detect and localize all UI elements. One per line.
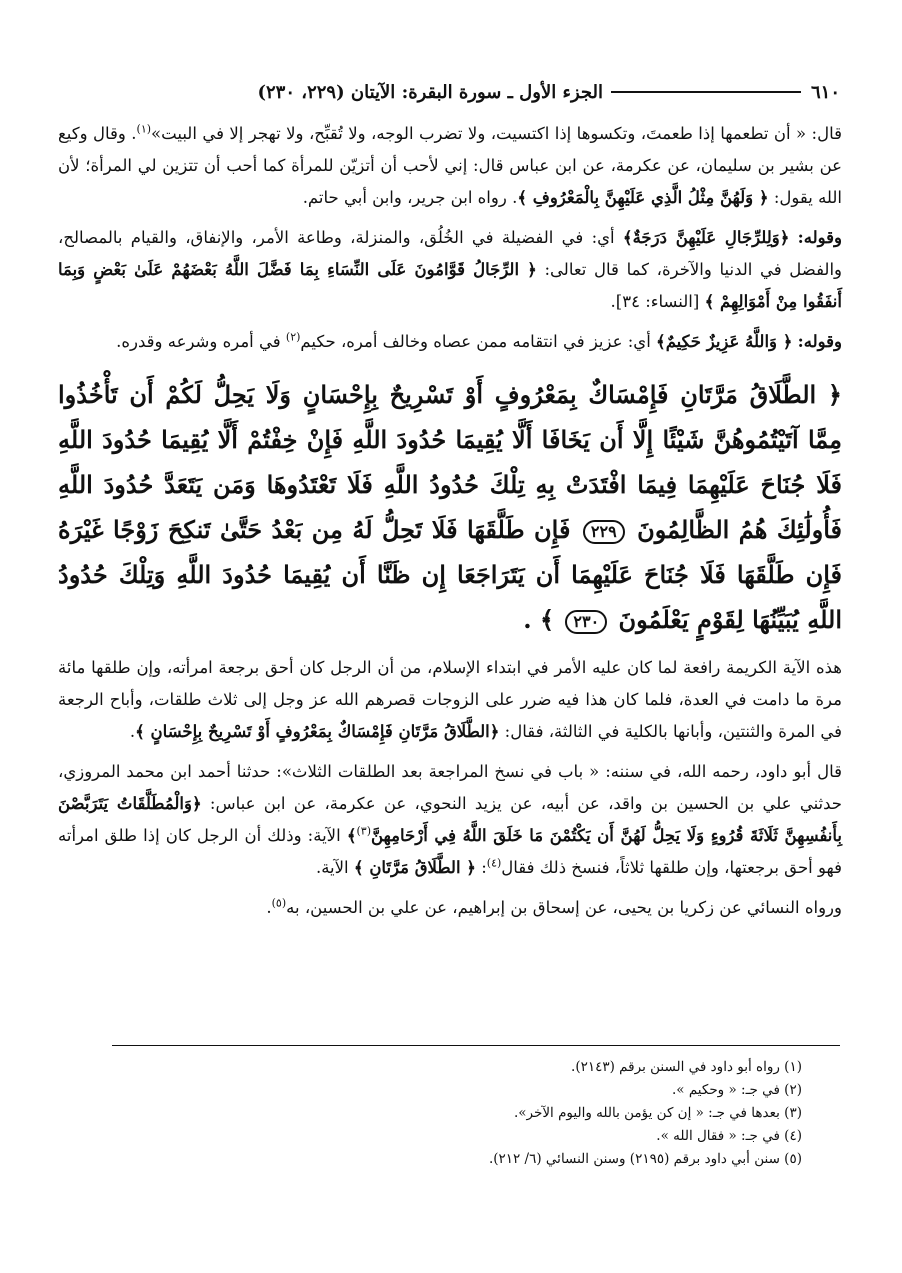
paragraph-2: وقوله: ﴿وَلِلرِّجَالِ عَلَيْهِنَّ دَرَجَةٌ﴾ أي: في الفضيلة في الخُلُق، والمنزلة، وطاعة الأمر، والإنفاق، والقيام بالمصالح، والفضل في الدنيا والآخرة، كما قال تعالى: ﴿ الرِّجَالُ قَوَّامُونَ عَلَى النِّسَاءِ بِمَا فَضَّلَ اللَّهُ بَعْضَهُمْ عَلَىٰ بَعْضٍ وَبِمَا أَنفَقُوا مِنْ أَمْوَالِهِمْ ﴾ [النساء: ٣٤]. [58,228,843,311]
verse-number: ٢٢٩ [583,520,625,544]
quran-verse-block: ﴿ الطَّلَاقُ مَرَّتَانِ فَإِمْسَاكٌ بِمَعْرُوفٍ أَوْ تَسْرِيحٌ بِإِحْسَانٍ وَلَا يَحِلُّ لَكُمْ أَن تَأْخُذُوا مِمَّا آتَيْتُمُوهُنَّ شَيْئًا إِلَّا أَن يَخَافَا أَلَّا يُقِيمَا حُدُودَ اللَّهِ فَإِنْ خِفْتُمْ أَلَّا يُقِيمَا حُدُودَ اللَّهِ فَلَا جُنَاحَ عَلَيْهِمَا فِيمَا افْتَدَتْ بِهِ تِلْكَ حُدُودُ اللَّهِ فَلَا تَعْتَدُوهَا وَمَن يَتَعَدَّ حُدُودَ اللَّهِ فَأُولَٰئِكَ هُمُ الظَّالِمُونَ ٢٢٩ فَإِن طَلَّقَهَا فَلَا تَحِلُّ لَهُ مِن بَعْدُ حَتَّىٰ تَنكِحَ زَوْجًا غَيْرَهُ فَإِن طَلَّقَهَا فَلَا جُنَاحَ عَلَيْهِمَا أَن يَتَرَاجَعَا إِن ظَنَّا أَن يُقِيمَا حُدُودَ اللَّهِ وَتِلْكَ حُدُودُ اللَّهِ يُبَيِّنُهَا لِقَوْمٍ يَعْلَمُونَ ٢٣٠ ﴾ . [58,380,843,634]
quran-quote: ﴿وَالْمُطَلَّقَاتُ يَتَرَبَّصْنَ بِأَنفُسِهِنَّ ثَلَاثَةَ قُرُوءٍ وَلَا يَحِلُّ لَهُنَّ أَن يَكْتُمْنَ مَا خَلَقَ اللَّهُ فِي أَرْحَامِهِنَّ [58,794,842,845]
page-header [62,72,840,112]
paragraph-5: قال أبو داود، رحمه الله، في سننه: « باب في نسخ المراجعة بعد الطلقات الثلاث»: حدثنا أحمد ابن محمد المروزي، حدثني علي بن الحسين بن واقد، عن أبيه، عن يزيد النحوي، عن عكرمة، عن ابن عباس: ﴿وَالْمُطَلَّقَاتُ يَتَرَبَّصْنَ بِأَنفُسِهِنَّ ثَلَاثَةَ قُرُوءٍ وَلَا يَحِلُّ لَهُنَّ أَن يَكْتُمْنَ مَا خَلَقَ اللَّهُ فِي أَرْحَامِهِنَّ$^{(٣)}$﴾ الآية: وذلك أن الرجل كان إذا طلق امرأته فهو أحق برجعتها، وإن طلقها ثلاثاً، فنسخ ذلك فقال$^{(٤)}$: ﴿ الطَّلَاقُ مَرَّتَانِ ﴾ الآية. [58,762,843,877]
paragraph-3: وقوله: ﴿ وَاللَّهُ عَزِيزٌ حَكِيمٌ﴾ أي: عزيز في انتقامه ممن عصاه وخالف أمره، حكيم$^{(٢)}$ في أمره وشرعه وقدره. [116,330,842,351]
footnote-ref-5[interactable]: (٥) [271,896,287,910]
paragraph-4: هذه الآية الكريمة رافعة لما كان عليه الأمر في ابتداء الإسلام، من أن الرجل كان أحق برجعة امرأته، وإن طلقها مائة مرة ما دامت في العدة، فلما كان هذا فيه ضرر على الزوجات قصرهم الله عز وجل إلى ثلاث طلقات، وأباح الرجعة في المرة والثنتين، وأبانها بالكلية في الثالثة، فقال: ﴿الطَّلَاقُ مَرَّتَانِ فَإِمْسَاكٌ بِمَعْرُوفٍ أَوْ تَسْرِيحٌ بِإِحْسَانٍ ﴾. [58,658,842,741]
main-text [58,118,842,932]
quran-quote: ﴿وَلِلرِّجَالِ عَلَيْهِنَّ دَرَجَةٌ﴾ [622,228,790,247]
paragraph-6: ورواه النسائي عن زكريا بن يحيى، عن إسحاق بن إبراهيم، عن علي بن الحسين، به$^{(٥)}$. [266,896,842,917]
quran-quote: ﴿ الطَّلَاقُ مَرَّتَانِ ﴾ [353,858,476,877]
quran-quote: ﴿الطَّلَاقُ مَرَّتَانِ فَإِمْسَاكٌ بِمَعْرُوفٍ أَوْ تَسْرِيحٌ بِإِحْسَانٍ ﴾ [135,722,500,741]
footnote-2: (٢) في جـ: « وحكيم ». [671,1082,802,1098]
footnote-ref-3[interactable]: (٣) [356,824,371,838]
page-number: ٦١٠ [810,81,840,103]
footnote-ref-2[interactable]: (٢) [285,330,301,344]
footnote-ref-4[interactable]: (٤) [486,856,502,870]
header-rule [611,91,801,93]
footnote-ref-1[interactable]: (١) [136,122,152,136]
paragraph-1: قال: « أن تطعمها إذا طعمتَ، وتكسوها إذا اكتسيت، ولا تضرب الوجه، ولا تُقبِّح، ولا تهجر إلا في البيت»$^{(١)}$. وقال وكيع عن بشير بن سليمان، عن عكرمة، عن ابن عباس قال: إني لأحب أن أتزيّن للمرأة كما أحب أن تتزين لي المرأة؛ لأن الله يقول: ﴿ وَلَهُنَّ مِثْلُ الَّذِي عَلَيْهِنَّ بِالْمَعْرُوفِ ﴾. رواه ابن جرير، وابن أبي حاتم. [58,122,842,207]
footnote-5: (٥) سنن أبي داود برقم (٢١٩٥) وسنن النسائي (٦/ ٢١٢). [488,1151,802,1167]
verse-number: ٢٣٠ [565,610,607,634]
footnote-1: (١) رواه أبو داود في السنن برقم (٢١٤٣). [571,1059,802,1075]
running-title: الجزء الأول ـ سورة البقرة: الآيتان (٢٢٩، ٢٣٠) [257,81,603,103]
footnotes [102,1056,802,1171]
footnote-4: (٤) في جـ: « فقال الله ». [656,1128,802,1144]
quran-quote: ﴿ الرِّجَالُ قَوَّامُونَ عَلَى النِّسَاءِ بِمَا فَضَّلَ اللَّهُ بَعْضَهُمْ عَلَىٰ بَعْضٍ وَبِمَا أَنفَقُوا مِنْ أَمْوَالِهِمْ ﴾ [58,260,842,311]
quran-quote: ﴿ وَاللَّهُ عَزِيزٌ حَكِيمٌ﴾ [656,332,793,351]
footnote-divider [112,1045,840,1046]
quran-quote: ﴿ وَلَهُنَّ مِثْلُ الَّذِي عَلَيْهِنَّ بِالْمَعْرُوفِ ﴾ [517,188,769,207]
footnote-3: (٣) بعدها في جـ: « إن كن يؤمن بالله واليوم الآخر». [513,1105,802,1121]
